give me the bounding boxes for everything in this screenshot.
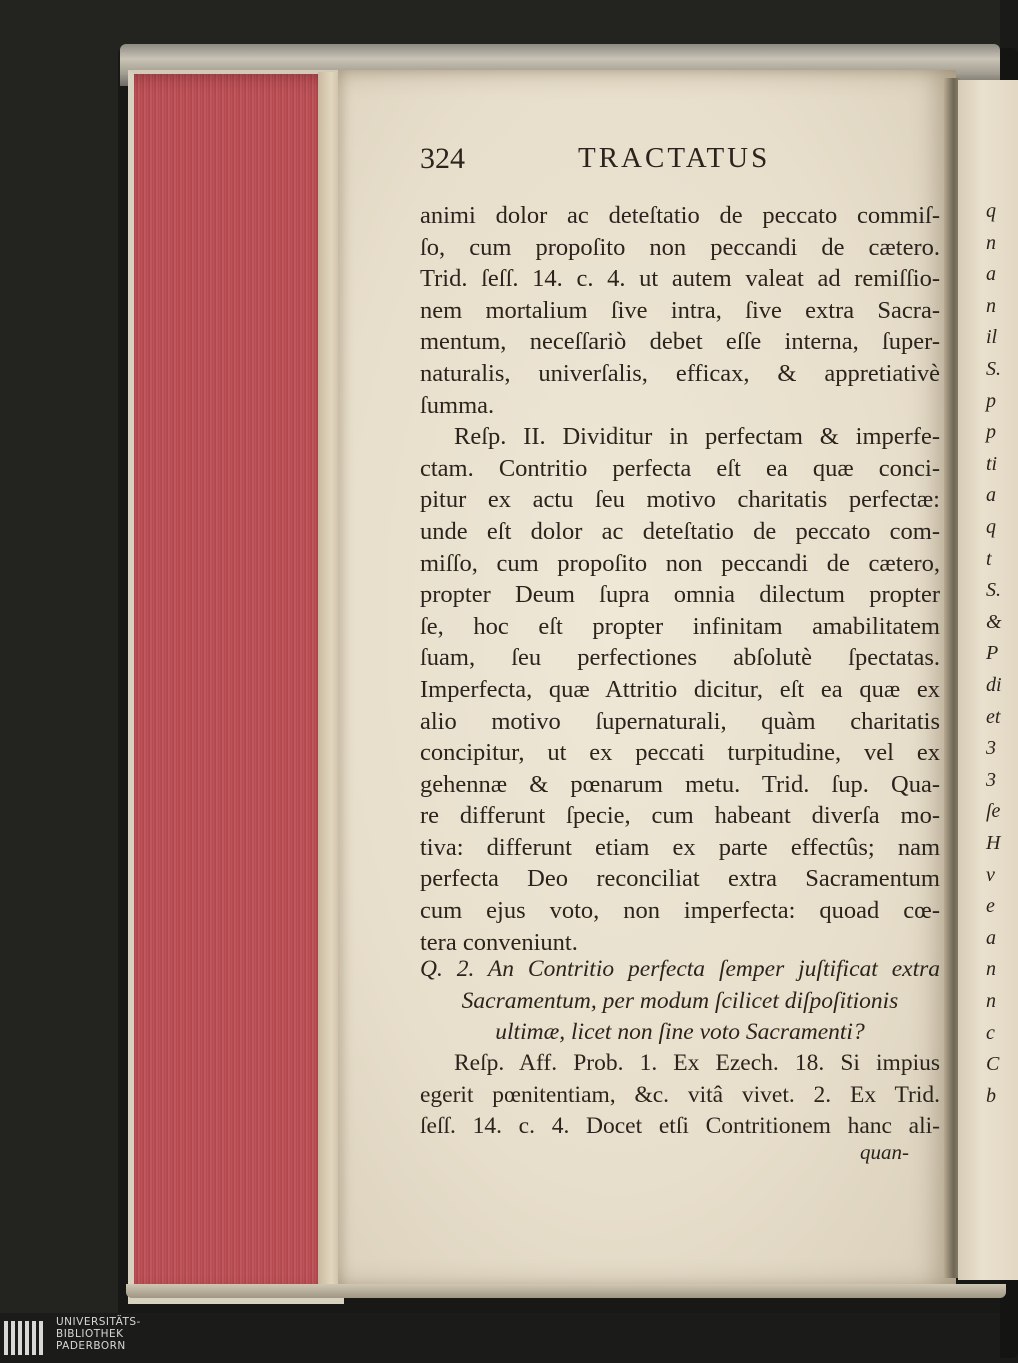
text-line: nem mortalium ſive intra, ſive extra Sacra-	[420, 296, 940, 324]
facing-page-fragment: q	[986, 516, 996, 538]
page-header	[420, 142, 940, 182]
footer-bar	[0, 1313, 1000, 1363]
response-line: ſeſſ. 14. c. 4. Docet etſi Contritionem hanc ali-	[420, 1113, 940, 1140]
facing-page-fragment: C	[986, 1053, 1000, 1076]
text-line: ctam. Contritio perfecta eſt ea quæ conci-	[420, 454, 940, 482]
logo-line: BIBLIOTHEK	[56, 1328, 124, 1340]
facing-page-fragment: q	[986, 200, 996, 222]
facing-page-fragment: H	[986, 832, 1001, 854]
facing-page-fragment: e	[986, 895, 995, 918]
facing-page-fragment: p	[986, 421, 996, 444]
text-line: gehennæ & pœnarum metu. Trid. ſup. Qua-	[420, 770, 940, 798]
facing-page-fragment: 3	[986, 768, 996, 791]
response-text	[420, 1048, 940, 1143]
text-line: mentum, neceſſariò debet eſſe interna, ſuper-	[420, 328, 940, 356]
text-line: perfecta Deo reconciliat extra Sacramentum	[420, 865, 940, 893]
text-line: cum ejus voto, non imperfecta: quoad cœ-	[420, 897, 940, 925]
facing-page-fragment: a	[986, 263, 996, 286]
question-line: ultimæ, licet non ſine voto Sacramenti?	[495, 1019, 865, 1046]
facing-page-fragment: S.	[986, 579, 1001, 602]
text-line: alio motivo ſupernaturali, quàm charitatis	[420, 707, 940, 735]
response-line: egerit pœnitentiam, &c. vitâ vivet. 2. Ex Trid.	[420, 1081, 940, 1108]
text-line: miſſo, cum propoſito non peccandi de cætero,	[420, 549, 940, 577]
facing-page-fragment: a	[986, 484, 996, 507]
facing-page-fragment: et	[986, 705, 1001, 728]
text-line: tiva: differunt etiam ex parte effectûs; nam	[420, 833, 940, 861]
facing-page-fragment: a	[986, 926, 996, 949]
question-heading	[420, 954, 940, 1049]
facing-page-fragment: n	[986, 294, 996, 317]
page-fold	[318, 72, 340, 1292]
facing-page-fragment: b	[986, 1084, 996, 1107]
text-line: pitur ex actu ſeu motivo charitatis perfectæ:	[420, 486, 940, 514]
text-line: tera conveniunt.	[420, 928, 578, 956]
facing-page-fragment: ti	[986, 452, 998, 475]
text-line: naturalis, univerſalis, efficax, & appretiativè	[420, 359, 940, 387]
running-head: TRACTATUS	[578, 142, 771, 174]
body-text	[420, 200, 940, 958]
facing-page-fragment: il	[986, 326, 998, 349]
book-bottom-edge	[126, 1284, 1006, 1298]
facing-page-fragment: P	[986, 642, 999, 665]
logo-line: PADERBORN	[56, 1340, 126, 1352]
facing-page-fragment: n	[986, 231, 996, 254]
question-line: Q. 2. An Contritio perfecta ſemper juſtificat extra	[420, 956, 940, 982]
facing-page-fragment: S.	[986, 358, 1001, 380]
page-number: 324	[420, 142, 465, 175]
facing-page-fragment: c	[986, 1021, 995, 1044]
text-line: Trid. ſeſſ. 14. c. 4. ut autem valeat ad remiſſio-	[420, 265, 940, 293]
red-page-edges	[128, 70, 344, 1304]
facing-page-fragment: n	[986, 990, 996, 1012]
text-line: re differunt ſpecie, cum habeant diverſa mo-	[420, 802, 940, 830]
text-line: propter Deum ſupra omnia dilectum propter	[420, 581, 940, 609]
text-line: ſo, cum propoſito non peccandi de cætero.	[420, 233, 940, 261]
facing-page-fragment: di	[986, 674, 1002, 696]
text-line: concipitur, ut ex peccati turpitudine, vel ex	[420, 739, 940, 767]
logo-line: UNIVERSITÄTS-	[56, 1316, 141, 1328]
facing-page-fragment: v	[986, 863, 995, 886]
text-line: unde eſt dolor ac deteſtatio de peccato com-	[420, 517, 940, 545]
response-line: Reſp. Aff. Prob. 1. Ex Ezech. 18. Si impius	[454, 1050, 940, 1076]
facing-page-fragment: ſe	[986, 800, 1001, 823]
library-logo-text	[56, 1316, 141, 1352]
text-line: ſuam, ſeu perfectiones abſolutè ſpectatas.	[420, 644, 940, 672]
facing-page-fragment: &	[986, 610, 1002, 633]
text-line: ſe, hoc eſt propter infinitam amabilitatem	[420, 612, 940, 640]
text-line: animi dolor ac deteſtatio de peccato commiſ-	[420, 202, 940, 229]
facing-page-fragment: t	[986, 547, 992, 570]
facing-page-fragment: p	[986, 389, 996, 412]
facing-page-fragment: 3	[986, 737, 996, 760]
question-line: Sacramentum, per modum ſcilicet diſpoſitionis	[461, 987, 899, 1014]
facing-page-fragment: n	[986, 958, 996, 981]
library-logo-icon	[0, 1315, 46, 1361]
catchword: quan-	[860, 1140, 909, 1164]
text-line: Reſp. II. Dividitur in perfectam & imperfe-	[454, 423, 940, 451]
text-line: Imperfecta, quæ Attritio dicitur, eſt ea quæ ex	[420, 675, 940, 703]
text-line: ſumma.	[420, 391, 495, 419]
